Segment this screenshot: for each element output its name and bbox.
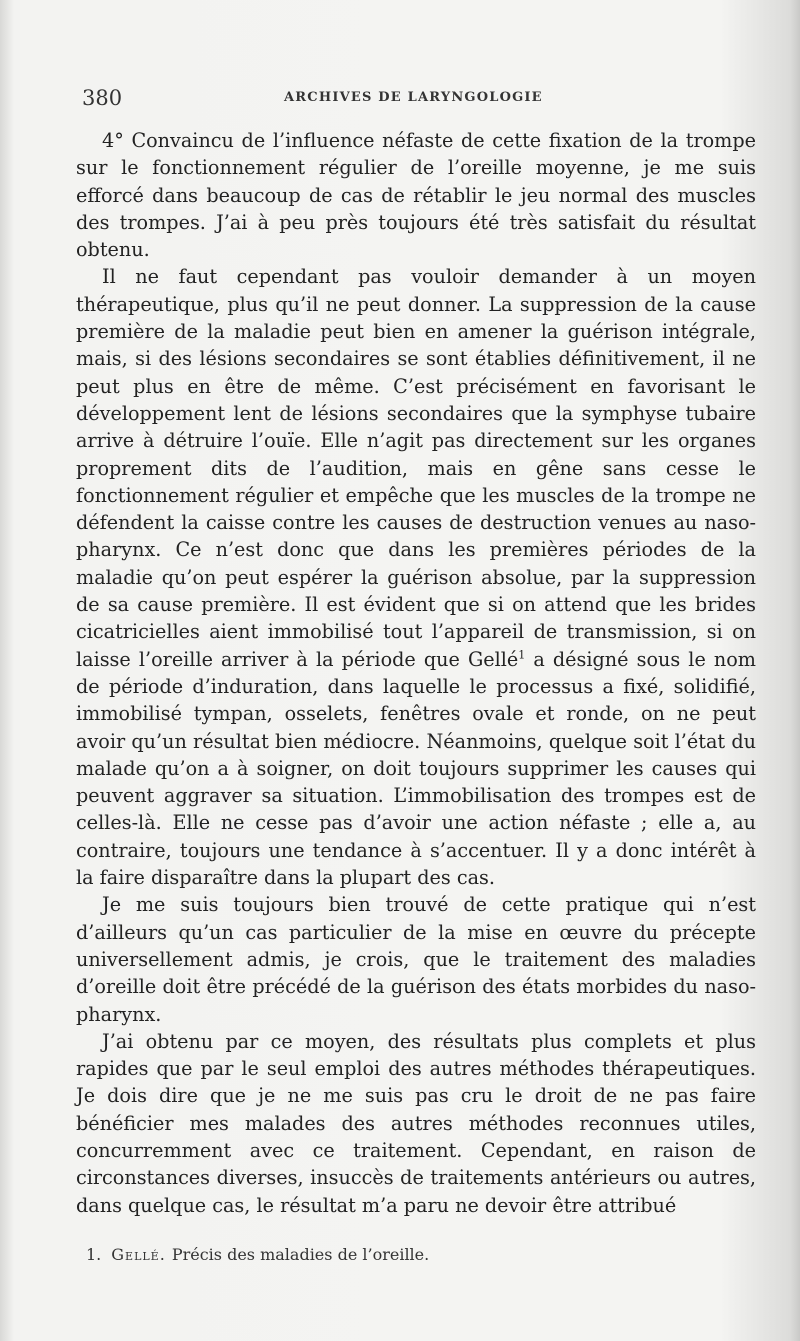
footnote-number: 1. bbox=[86, 1245, 102, 1264]
body-text bbox=[76, 127, 756, 1219]
footnote-reference: 1 bbox=[518, 648, 526, 662]
page-header bbox=[82, 86, 642, 116]
paragraph-1 bbox=[76, 127, 756, 263]
paragraph-text: Il ne faut cependant pas vouloir demander à un moyen thérapeutique, plus qu’il ne peut donner. La suppression de la cause première de la maladie peut bien en amener la guérison intégrale, mais, si des lésions secondaires se sont établies définitivement, il ne peut plus en être de même. C’est précisément en favorisant le développement lent de lésions secondaires que la symphyse tubaire arrive à détruire l’ouïe. Elle n’agit pas directement sur les organes proprement dits de l’audition, mais en gêne sans cesse le fonctionnement régulier et empêche que les muscles de la trompe ne défendent la caisse contre les causes de destruction venues au naso-pharynx. Ce n’est donc que dans les premières périodes de la maladie qu’on peut espérer la guérison absolue, par la suppression de sa cause première. Il est évident que si on attend que les brides cicatricielles aient immobilisé tout l’appareil de transmission, si on laisse l’oreille arriver à la période que Gellé bbox=[76, 265, 756, 671]
page-number: 380 bbox=[82, 86, 123, 110]
paragraph-3 bbox=[76, 891, 756, 1027]
paragraph-text: 4° Convaincu de l’influence néfaste de cette fixation de la trompe sur le fonctionnement régulier de l’oreille moyenne, je me suis efforcé dans beaucoup de cas de rétablir le jeu normal des muscles des trompes. J’ai à peu près toujours été très satisfait du résultat obtenu. bbox=[76, 129, 756, 262]
footnote-author: Gellé. bbox=[111, 1245, 166, 1264]
paragraph-2 bbox=[76, 263, 756, 891]
paragraph-4 bbox=[76, 1028, 756, 1219]
footnote bbox=[86, 1244, 726, 1266]
footnote-title: Précis des maladies de l’oreille. bbox=[171, 1245, 430, 1264]
running-title: ARCHIVES DE LARYNGOLOGIE bbox=[284, 90, 543, 105]
paragraph-text-continued: a désigné sous le nom de période d’induration, dans laquelle le processus a fixé, solidifié, immobilisé tympan, osselets, fenêtres ovale et ronde, on ne peut avoir qu’un résultat bien médiocre. Néanmoins, quelque soit l’état du malade qu’on a à soigner, on doit toujours supprimer les causes qui peuvent aggraver sa situation. L’immobilisation des trompes est de celles-là. Elle ne cesse pas d’avoir une action néfaste ; elle a, au contraire, toujours une tendance à s’accentuer. Il y a donc intérêt à la faire disparaître dans la plupart des cas. bbox=[76, 647, 757, 890]
paragraph-text: J’ai obtenu par ce moyen, des résultats plus complets et plus rapides que par le seul emploi des autres méthodes thérapeutiques. Je dois dire que je ne me suis pas cru le droit de ne pas faire bénéficier mes malades des autres méthodes reconnues utiles, concurremment avec ce traitement. Cependant, en raison de circonstances diverses, insuccès de traitements antérieurs ou autres, dans quelque cas, le résultat m’a paru ne devoir être attribué bbox=[76, 1029, 756, 1217]
paragraph-text: Je me suis toujours bien trouvé de cette pratique qui n’est d’ailleurs qu’un cas particulier de la mise en œuvre du précepte universellement admis, je crois, que le traitement des maladies d’oreille doit être précédé de la guérison des états morbides du naso-pharynx. bbox=[76, 893, 756, 1026]
